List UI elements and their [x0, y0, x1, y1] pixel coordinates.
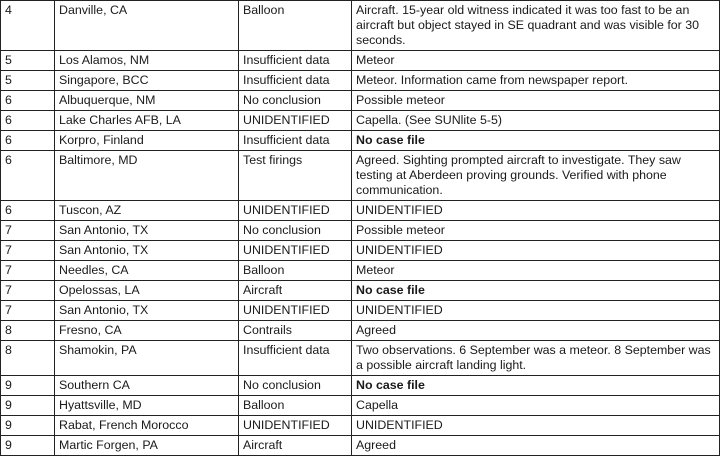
location-cell: Tuscon, AZ [55, 201, 239, 221]
table-row [1, 111, 720, 131]
location-cell: Singapore, BCC [55, 71, 239, 91]
day-cell: 6 [1, 131, 55, 151]
day-cell: 4 [1, 1, 55, 51]
table-row [1, 396, 720, 416]
evaluation-cell: Insufficient data [239, 341, 352, 376]
table-row [1, 261, 720, 281]
comment-cell: Agreed [352, 436, 720, 456]
location-cell: Korpro, Finland [55, 131, 239, 151]
table-row [1, 436, 720, 456]
evaluation-cell: No conclusion [239, 91, 352, 111]
location-cell: Albuquerque, NM [55, 91, 239, 111]
evaluation-cell: Contrails [239, 321, 352, 341]
sightings-table-body [1, 1, 720, 456]
table-row [1, 51, 720, 71]
table-row [1, 301, 720, 321]
comment-cell: UNIDENTIFIED [352, 416, 720, 436]
day-cell: 9 [1, 396, 55, 416]
day-cell: 8 [1, 321, 55, 341]
day-cell: 9 [1, 416, 55, 436]
table-row [1, 91, 720, 111]
location-cell: Opelossas, LA [55, 281, 239, 301]
evaluation-cell: Balloon [239, 396, 352, 416]
location-cell: Baltimore, MD [55, 151, 239, 201]
day-cell: 7 [1, 261, 55, 281]
day-cell: 8 [1, 341, 55, 376]
evaluation-cell: Aircraft [239, 281, 352, 301]
location-cell: Needles, CA [55, 261, 239, 281]
evaluation-cell: Balloon [239, 1, 352, 51]
comment-cell: Meteor. Information came from newspaper report. [352, 71, 720, 91]
evaluation-cell: UNIDENTIFIED [239, 201, 352, 221]
evaluation-cell: UNIDENTIFIED [239, 241, 352, 261]
location-cell: San Antonio, TX [55, 221, 239, 241]
comment-cell: UNIDENTIFIED [352, 241, 720, 261]
table-row [1, 321, 720, 341]
evaluation-cell: Insufficient data [239, 71, 352, 91]
location-cell: San Antonio, TX [55, 301, 239, 321]
evaluation-cell: No conclusion [239, 221, 352, 241]
location-cell: San Antonio, TX [55, 241, 239, 261]
comment-cell: UNIDENTIFIED [352, 301, 720, 321]
evaluation-cell: UNIDENTIFIED [239, 301, 352, 321]
comment-cell: Capella [352, 396, 720, 416]
table-row [1, 221, 720, 241]
comment-cell: Agreed. Sighting prompted aircraft to investigate. They saw testing at Aberdeen proving grounds. Verified with phone communication. [352, 151, 720, 201]
table-row [1, 281, 720, 301]
comment-cell: No case file [352, 131, 720, 151]
day-cell: 6 [1, 91, 55, 111]
location-cell: Lake Charles AFB, LA [55, 111, 239, 131]
comment-cell: Possible meteor [352, 221, 720, 241]
day-cell: 6 [1, 111, 55, 131]
table-row [1, 341, 720, 376]
table-row [1, 201, 720, 221]
table-row [1, 151, 720, 201]
location-cell: Hyattsville, MD [55, 396, 239, 416]
comment-cell: Two observations. 6 September was a meteor. 8 September was a possible aircraft landing light. [352, 341, 720, 376]
table-row [1, 376, 720, 396]
evaluation-cell: No conclusion [239, 376, 352, 396]
table-row [1, 131, 720, 151]
evaluation-cell: UNIDENTIFIED [239, 416, 352, 436]
location-cell: Southern CA [55, 376, 239, 396]
day-cell: 9 [1, 376, 55, 396]
comment-cell: No case file [352, 376, 720, 396]
evaluation-cell: UNIDENTIFIED [239, 111, 352, 131]
comment-cell: Meteor [352, 51, 720, 71]
location-cell: Shamokin, PA [55, 341, 239, 376]
comment-cell: Capella. (See SUNlite 5-5) [352, 111, 720, 131]
day-cell: 6 [1, 151, 55, 201]
day-cell: 7 [1, 301, 55, 321]
day-cell: 7 [1, 281, 55, 301]
day-cell: 7 [1, 221, 55, 241]
table-row [1, 71, 720, 91]
comment-cell: Agreed [352, 321, 720, 341]
evaluation-cell: Test firings [239, 151, 352, 201]
table-row [1, 1, 720, 51]
evaluation-cell: Balloon [239, 261, 352, 281]
day-cell: 5 [1, 71, 55, 91]
day-cell: 6 [1, 201, 55, 221]
location-cell: Rabat, French Morocco [55, 416, 239, 436]
comment-cell: No case file [352, 281, 720, 301]
location-cell: Los Alamos, NM [55, 51, 239, 71]
evaluation-cell: Insufficient data [239, 51, 352, 71]
comment-cell: Meteor [352, 261, 720, 281]
table-row [1, 416, 720, 436]
comment-cell: UNIDENTIFIED [352, 201, 720, 221]
day-cell: 7 [1, 241, 55, 261]
day-cell: 9 [1, 436, 55, 456]
location-cell: Danville, CA [55, 1, 239, 51]
comment-cell: Possible meteor [352, 91, 720, 111]
evaluation-cell: Insufficient data [239, 131, 352, 151]
evaluation-cell: Aircraft [239, 436, 352, 456]
day-cell: 5 [1, 51, 55, 71]
comment-cell: Aircraft. 15-year old witness indicated it was too fast to be an aircraft but object stayed in SE quadrant and was visible for 30 seconds. [352, 1, 720, 51]
location-cell: Fresno, CA [55, 321, 239, 341]
location-cell: Martic Forgen, PA [55, 436, 239, 456]
table-row [1, 241, 720, 261]
